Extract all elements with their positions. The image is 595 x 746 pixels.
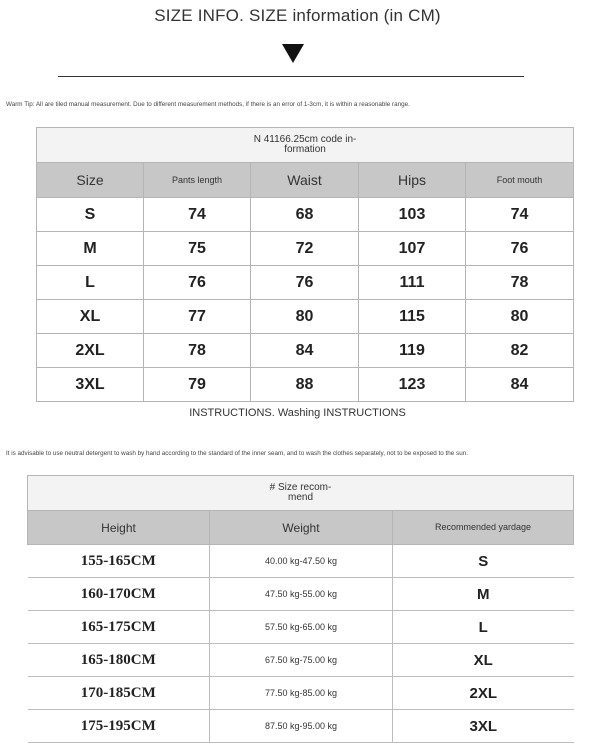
cell-waist: 88 (251, 368, 359, 402)
cell-hips: 119 (359, 334, 466, 368)
cell-height: 165-180CM (28, 644, 210, 677)
cell-weight: 40.00 kg-47.50 kg (210, 545, 393, 578)
table-row (28, 677, 574, 710)
col-header-height: Height (28, 511, 210, 545)
table-row (37, 266, 574, 300)
cell-height: 165-175CM (28, 611, 210, 644)
cell-height: 155-165CM (28, 545, 210, 578)
cell-height: 160-170CM (28, 578, 210, 611)
cell-weight: 57.50 kg-65.00 kg (210, 611, 393, 644)
cell-weight: 47.50 kg-55.00 kg (210, 578, 393, 611)
recommend-caption-line2: mend (288, 492, 314, 503)
cell-hips: 111 (359, 266, 466, 300)
instructions-title: INSTRUCTIONS. Washing INSTRUCTIONS (189, 407, 406, 419)
table-row (28, 611, 574, 644)
washing-advice: It is advisable to use neutral detergent to wash by hand according to the standard of the inner seam, and to wash the clothes separately, not to be exposed to the sun. (6, 450, 468, 457)
table-row (28, 710, 574, 743)
cell-pants-length: 74 (144, 198, 251, 232)
cell-size: XL (37, 300, 144, 334)
cell-foot-mouth: 84 (466, 368, 574, 402)
recommend-table-caption (28, 476, 574, 511)
cell-pants-length: 76 (144, 266, 251, 300)
size-table-caption (37, 128, 574, 163)
col-header-recommended-yardage: Recommended yardage (393, 511, 574, 545)
cell-yardage: 3XL (393, 710, 574, 743)
cell-hips: 115 (359, 300, 466, 334)
cell-yardage: S (393, 545, 574, 578)
cell-pants-length: 77 (144, 300, 251, 334)
cell-foot-mouth: 76 (466, 232, 574, 266)
warm-tip: Warm Tip: All are tiled manual measurement. Due to different measurement methods, if there is an error of 1-3cm, it is within a reasonable range. (6, 101, 410, 108)
cell-hips: 107 (359, 232, 466, 266)
cell-foot-mouth: 82 (466, 334, 574, 368)
cell-hips: 123 (359, 368, 466, 402)
cell-size: 2XL (37, 334, 144, 368)
cell-foot-mouth: 74 (466, 198, 574, 232)
size-recommend-table (27, 475, 574, 743)
size-table-caption-line2: formation (284, 144, 326, 155)
cell-pants-length: 79 (144, 368, 251, 402)
table-row (28, 644, 574, 677)
down-arrow-icon (282, 44, 304, 63)
table-row (37, 300, 574, 334)
cell-size: S (37, 198, 144, 232)
cell-pants-length: 78 (144, 334, 251, 368)
recommend-caption-line1: # Size recom- (269, 482, 332, 493)
cell-height: 170-185CM (28, 677, 210, 710)
cell-yardage: L (393, 611, 574, 644)
size-table-caption-line1: N 41166.25cm code in- (253, 134, 357, 145)
cell-waist: 72 (251, 232, 359, 266)
cell-yardage: M (393, 578, 574, 611)
col-header-size: Size (37, 163, 144, 198)
cell-size: L (37, 266, 144, 300)
cell-weight: 67.50 kg-75.00 kg (210, 644, 393, 677)
table-row (28, 578, 574, 611)
cell-waist: 80 (251, 300, 359, 334)
cell-hips: 103 (359, 198, 466, 232)
cell-foot-mouth: 78 (466, 266, 574, 300)
cell-size: M (37, 232, 144, 266)
table-row (37, 198, 574, 232)
cell-size: 3XL (37, 368, 144, 402)
col-header-waist: Waist (251, 163, 359, 198)
cell-yardage: 2XL (393, 677, 574, 710)
size-table (36, 127, 574, 402)
table-row (37, 334, 574, 368)
cell-yardage: XL (393, 644, 574, 677)
table-row (28, 545, 574, 578)
table-row (37, 232, 574, 266)
cell-waist: 68 (251, 198, 359, 232)
cell-waist: 76 (251, 266, 359, 300)
cell-pants-length: 75 (144, 232, 251, 266)
col-header-foot-mouth: Foot mouth (466, 163, 574, 198)
col-header-weight: Weight (210, 511, 393, 545)
col-header-hips: Hips (359, 163, 466, 198)
table-row (37, 368, 574, 402)
cell-weight: 77.50 kg-85.00 kg (210, 677, 393, 710)
cell-height: 175-195CM (28, 710, 210, 743)
cell-weight: 87.50 kg-95.00 kg (210, 710, 393, 743)
cell-waist: 84 (251, 334, 359, 368)
col-header-pants-length: Pants length (144, 163, 251, 198)
page-title: SIZE INFO. SIZE information (in CM) (154, 6, 441, 25)
divider (58, 76, 524, 77)
cell-foot-mouth: 80 (466, 300, 574, 334)
